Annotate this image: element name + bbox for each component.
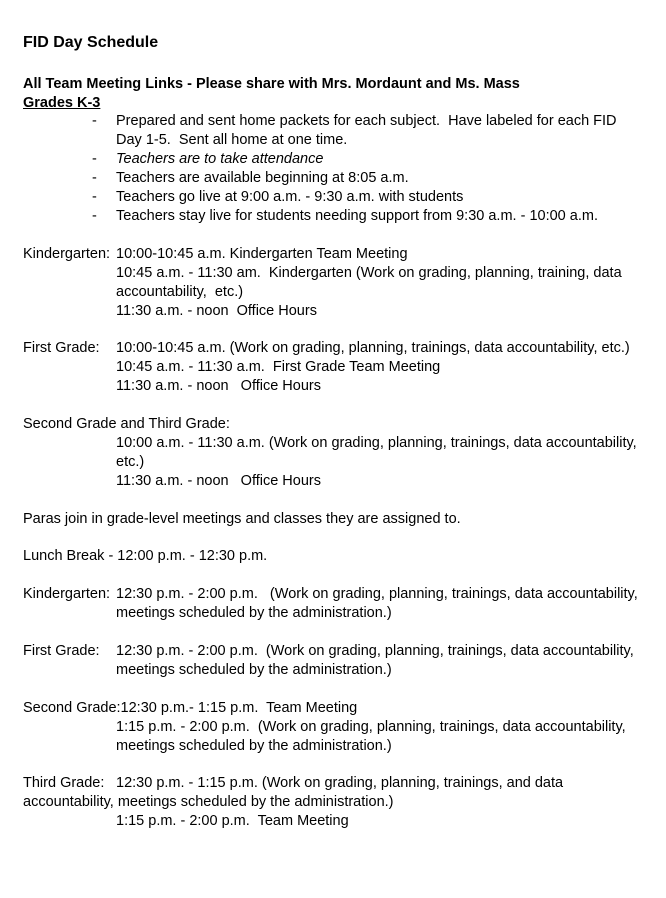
- grades-heading: Grades K-3: [23, 95, 101, 111]
- schedule-line: 10:00-10:45 a.m. (Work on grading, planning, trainings, data accountability, etc.): [116, 340, 630, 356]
- schedule-line: 12:30 p.m. - 2:00 p.m. (Work on grading, planning, trainings, data accountability,: [116, 586, 638, 602]
- bullet-item-continued: Day 1-5. Sent all home at one time.: [116, 132, 348, 148]
- schedule-line: 12:30 p.m. - 2:00 p.m. (Work on grading, planning, trainings, data accountability,: [116, 643, 634, 659]
- bullet-marker: -: [92, 189, 97, 205]
- schedule-line: meetings scheduled by the administration.): [116, 662, 392, 678]
- kindergarten-am-label: Kindergarten:: [23, 246, 111, 262]
- bullet-marker: -: [92, 208, 97, 224]
- first-grade-pm-label: First Grade:: [23, 643, 100, 659]
- paras-note: Paras join in grade-level meetings and classes they are assigned to.: [23, 511, 461, 527]
- schedule-line: 10:45 a.m. - 11:30 a.m. First Grade Team Meeting: [116, 359, 441, 375]
- schedule-line: 10:45 a.m. - 11:30 am. Kindergarten (Work on grading, planning, training, data: [116, 265, 622, 281]
- bullet-item: Teachers are to take attendance: [116, 151, 324, 167]
- first-grade-am-label: First Grade:: [23, 340, 100, 356]
- schedule-line: 1:15 p.m. - 2:00 p.m. Team Meeting: [116, 813, 349, 829]
- schedule-line: etc.): [116, 454, 145, 470]
- bullet-item: Teachers go live at 9:00 a.m. - 9:30 a.m. with students: [116, 189, 464, 205]
- schedule-line: accountability, meetings scheduled by the administration.): [23, 794, 394, 810]
- schedule-line: meetings scheduled by the administration.): [116, 605, 392, 621]
- bullet-item: Prepared and sent home packets for each subject. Have labeled for each FID: [116, 113, 617, 129]
- schedule-line: 10:00 a.m. - 11:30 a.m. (Work on grading, planning, trainings, data accountability,: [116, 435, 637, 451]
- bullet-marker: -: [92, 170, 97, 186]
- second-third-am-label: Second Grade and Third Grade:: [23, 416, 230, 432]
- schedule-line: 11:30 a.m. - noon Office Hours: [116, 303, 317, 319]
- schedule-line: 12:30 p.m. - 1:15 p.m. (Work on grading, planning, trainings, and data: [116, 775, 564, 791]
- links-heading: All Team Meeting Links - Please share with Mrs. Mordaunt and Ms. Mass: [23, 76, 520, 92]
- schedule-line: 11:30 a.m. - noon Office Hours: [116, 473, 321, 489]
- schedule-line: accountability, etc.): [116, 284, 244, 300]
- schedule-line: meetings scheduled by the administration.): [116, 738, 392, 754]
- bullet-marker: -: [92, 113, 97, 129]
- schedule-line: 11:30 a.m. - noon Office Hours: [116, 378, 321, 394]
- kindergarten-pm-label: Kindergarten:: [23, 586, 111, 602]
- lunch-break: Lunch Break - 12:00 p.m. - 12:30 p.m.: [23, 548, 268, 564]
- page-title: FID Day Schedule: [23, 34, 159, 51]
- bullet-marker: -: [92, 151, 97, 167]
- bullet-item: Teachers stay live for students needing support from 9:30 a.m. - 10:00 a.m.: [116, 208, 598, 224]
- schedule-line: 1:15 p.m. - 2:00 p.m. (Work on grading, planning, trainings, data accountability,: [116, 719, 626, 735]
- second-grade-pm-line: Second Grade:12:30 p.m.- 1:15 p.m. Team Meeting: [23, 700, 358, 716]
- schedule-line: 10:00-10:45 a.m. Kindergarten Team Meeting: [116, 246, 408, 262]
- bullet-item: Teachers are available beginning at 8:05 a.m.: [116, 170, 409, 186]
- third-grade-pm-label: Third Grade:: [23, 775, 105, 791]
